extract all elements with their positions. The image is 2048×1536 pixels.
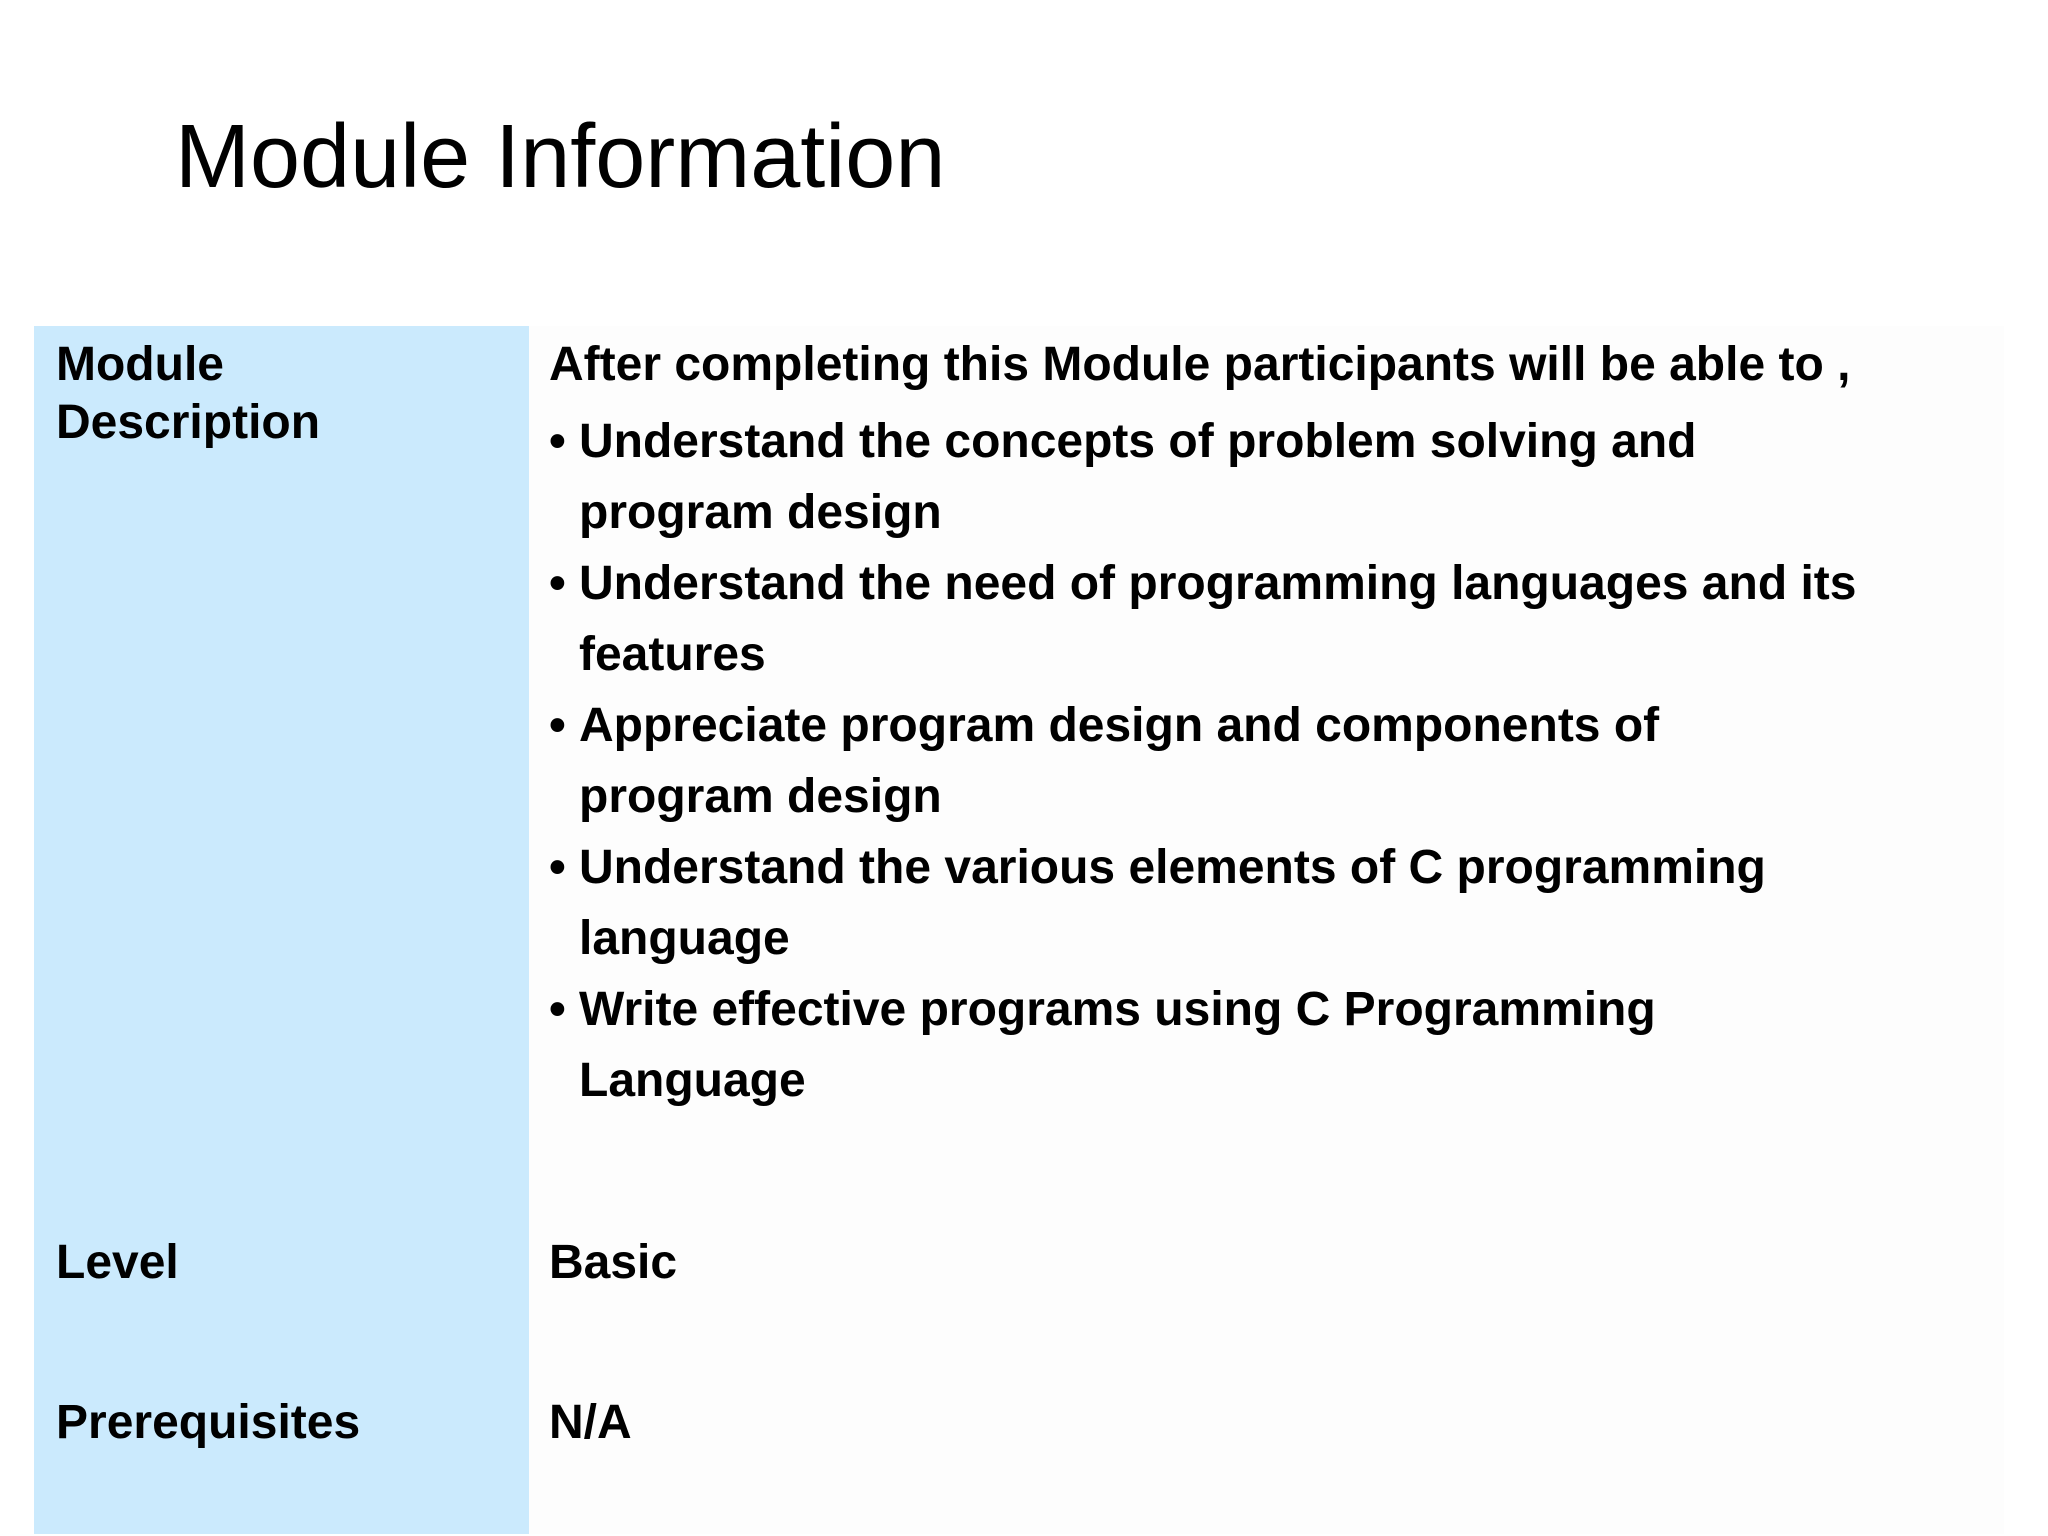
bullet-icon: • (549, 983, 566, 1036)
prerequisites-value-cell (529, 1394, 2004, 1534)
level-value: Basic (549, 1236, 678, 1289)
level-label: Level (56, 1236, 179, 1289)
objective-text: Understand the concepts of problem solving and program design (579, 415, 1697, 539)
prerequisites-value: N/A (549, 1396, 632, 1449)
objective-text: Understand the various elements of C programming language (579, 841, 1766, 965)
slide-title: Module Information (175, 107, 946, 207)
prerequisites-label: Prerequisites (56, 1396, 361, 1449)
objective-item (549, 974, 1859, 1116)
objective-text: Write effective programs using C Programming Language (579, 983, 1656, 1107)
objective-text: Understand the need of programming languages and its features (579, 557, 1857, 681)
module-description-value-cell (529, 326, 2004, 1234)
prerequisites-label-cell (34, 1394, 529, 1534)
module-description-label-cell (34, 326, 529, 1234)
level-value-cell (529, 1234, 2004, 1394)
objective-item (549, 406, 1859, 548)
objectives-list (549, 406, 2004, 1116)
objective-item (549, 548, 1859, 690)
module-description-label: Module Description (56, 338, 321, 449)
objective-item (549, 832, 1859, 974)
bullet-icon: • (549, 841, 566, 894)
module-info-table (34, 326, 2004, 1534)
objective-text: Appreciate program design and components of program design (579, 699, 1660, 823)
bullet-icon: • (549, 415, 566, 468)
bullet-icon: • (549, 557, 566, 610)
bullet-icon: • (549, 699, 566, 752)
module-description-intro: After completing this Module participants will be able to , (549, 338, 1851, 391)
objective-item (549, 690, 1859, 832)
level-label-cell (34, 1234, 529, 1394)
